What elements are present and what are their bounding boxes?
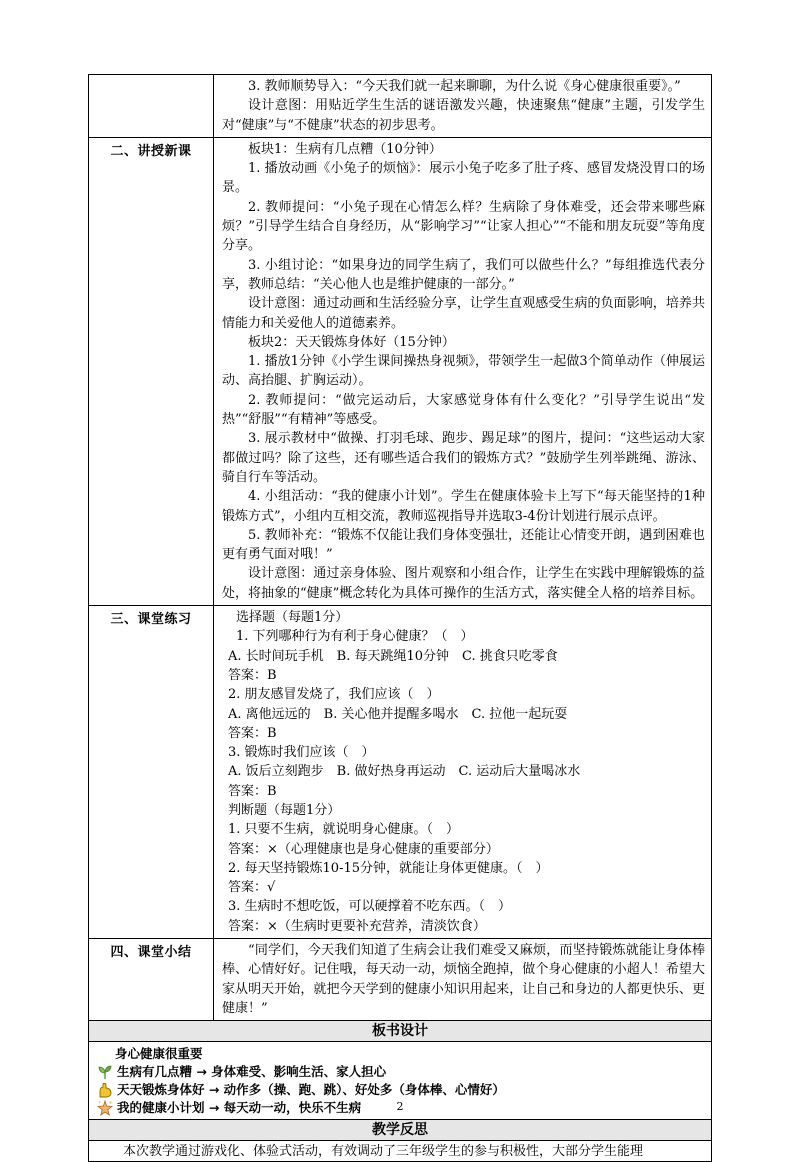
question: 2. 每天坚持锻炼10-15分钟，就能让身体更健康。（ ）: [228, 860, 549, 876]
paragraph: 3. 教师顺势导入：“今天我们就一起来聊聊，为什么说《身心健康很重要》。”: [248, 79, 681, 94]
paragraph: 1. 播放1分钟《小学生课间操热身视频》，带领学生一起做3个简单动作（伸展运动、高抬腿、扩胸运动）。: [222, 354, 705, 389]
paragraph: 5. 教师补充：“锻炼不仅能让我们身体变强壮，还能让心情变开朗，遇到困难也更有勇气面对哦！”: [222, 527, 705, 563]
board-line-text: 我的健康小计划 → 每天动一动，快乐不生病: [117, 1100, 362, 1116]
paragraph: 设计意图：通过动画和生活经验分享，让学生直观感受生病的负面影响，培养共情能力和关爱他人的道德素养。: [222, 296, 705, 331]
question: 2. 朋友感冒发烧了，我们应该（ ）: [228, 687, 440, 703]
reflection-row: [89, 1141, 712, 1162]
block-heading: 板块1：生病有几点糟（10分钟）: [248, 141, 442, 157]
board-line: [117, 1081, 705, 1099]
board-line-text: 生病有几点糟 → 身体难受、影响生活、家人担心: [117, 1064, 387, 1080]
board-design-heading: 板书设计: [89, 1021, 712, 1042]
board-line-text: 天天锻炼身体好 → 动作多（操、跑、跳）、好处多（身体棒、心情好）: [117, 1082, 505, 1098]
paragraph: 设计意图：通过亲身体验、图片观察和小组合作，让学生在实践中理解锻炼的益处，将抽象的“健康”概念转化为具体可操作的生活方式，落实健全人格的培养目标。: [222, 566, 705, 601]
block-heading: 板块2：天天锻炼身体好（15分钟）: [248, 334, 455, 350]
intro-content-cell: [214, 75, 712, 138]
answer: 答案：×（心理健康也是身心健康的重要部分）: [228, 841, 499, 857]
board-line: [117, 1063, 705, 1081]
question: 1. 只要不生病，就说明身心健康。（ ）: [228, 822, 460, 838]
empty-label-cell: [89, 75, 214, 138]
summary-content-cell: [214, 939, 712, 1021]
question: 3. 锻炼时我们应该（ ）: [228, 745, 375, 761]
reflection-text: 本次教学通过游戏化、体验式活动，有效调动了三年级学生的参与积极性，大部分学生能理: [89, 1141, 712, 1162]
practice-content-cell: [214, 606, 712, 939]
paragraph: 3. 展示教材中“做操、打羽毛球、跑步、踢足球”的图片，提问：“这些运动大家都做过吗？除了这些，还有哪些适合我们的锻炼方式？”鼓励学生列举跳绳、游泳、骑自行车等活动。: [222, 431, 705, 485]
lesson-plan-table: [88, 74, 712, 1162]
reflection-heading-row: [89, 1120, 712, 1141]
paragraph: 3. 小组讨论：“如果身边的同学生病了，我们可以做些什么？”每组推选代表分享，教师总结：“关心他人也是维护健康的一部分。”: [222, 257, 705, 292]
options: A. 长时间玩手机 B. 每天跳绳10分钟 C. 挑食只吃零食: [228, 648, 558, 664]
teach-new-lesson-row: [89, 137, 712, 605]
summary-row: [89, 939, 712, 1021]
options: A. 离他远远的 B. 关心他并提醒多喝水 C. 拉他一起玩耍: [228, 706, 568, 722]
board-design-heading-row: [89, 1021, 712, 1042]
answer: 答案：×（生病时更要补充营养，清淡饮食）: [228, 918, 486, 934]
paragraph: 1. 播放动画《小兔子的烦恼》：展示小兔子吃多了肚子疼、感冒发烧没胃口的场景。: [222, 161, 705, 196]
reflection-heading: 教学反思: [89, 1120, 712, 1141]
question: 3. 生病时不想吃饭，可以硬撑着不吃东西。（ ）: [228, 899, 512, 915]
options: A. 饭后立刻跑步 B. 做好热身再运动 C. 运动后大量喝冰水: [228, 764, 581, 780]
answer: 答案：B: [228, 783, 277, 799]
section-label: 三、课堂练习: [89, 606, 214, 939]
sprout-icon: [97, 1064, 113, 1080]
answer: 答案：B: [228, 667, 277, 683]
section-label: 四、课堂小结: [89, 939, 214, 1021]
teach-content-cell: [214, 137, 712, 605]
flexed-arm-icon: [97, 1082, 113, 1098]
section-label: 二、讲授新课: [89, 137, 214, 605]
practice-row: [89, 606, 712, 939]
paragraph: 2. 教师提问：“小兔子现在心情怎么样？生病除了身体难受，还会带来哪些麻烦？”引导学生结合自身经历，从“影响学习”“让家人担心”“不能和朋友玩耍”等角度分享。: [222, 199, 705, 254]
board-title: 身心健康很重要: [115, 1046, 203, 1062]
paragraph: 设计意图：用贴近学生生活的谜语激发兴趣，快速聚焦“健康”主题，引发学生对“健康”与“不健康”状态的初步思考。: [222, 98, 705, 133]
answer: 答案：√: [228, 880, 276, 896]
intro-continuation-row: [89, 75, 712, 138]
answer: 答案：B: [228, 725, 277, 741]
question-type-heading: 判断题（每题1分）: [228, 802, 341, 818]
summary-paragraph: “同学们，今天我们知道了生病会让我们难受又麻烦，而坚持锻炼就能让身体棒棒、心情好好。记住哦，每天动一动，烦恼全跑掉，做个身心健康的小超人！希望大家从明天开始，就把今天学到的健康小知识用起来，让自己和身边的人都更快乐、更健康！”: [222, 943, 705, 1016]
question-type-heading: 选择题（每题1分）: [236, 610, 349, 626]
page-number: 2: [396, 1100, 404, 1113]
question: 1. 下列哪种行为有利于身心健康？（ ）: [236, 629, 474, 645]
paragraph: 4. 小组活动：“我的健康小计划”。学生在健康体验卡上写下“每天能坚持的1种锻炼方式”，小组内互相交流，教师巡视指导并选取3-4份计划进行展示点评。: [222, 489, 705, 524]
paragraph: 2. 教师提问：“做完运动后，大家感觉身体有什么变化？”引导学生说出“发热”“舒服”“有精神”等感受。: [222, 392, 705, 428]
